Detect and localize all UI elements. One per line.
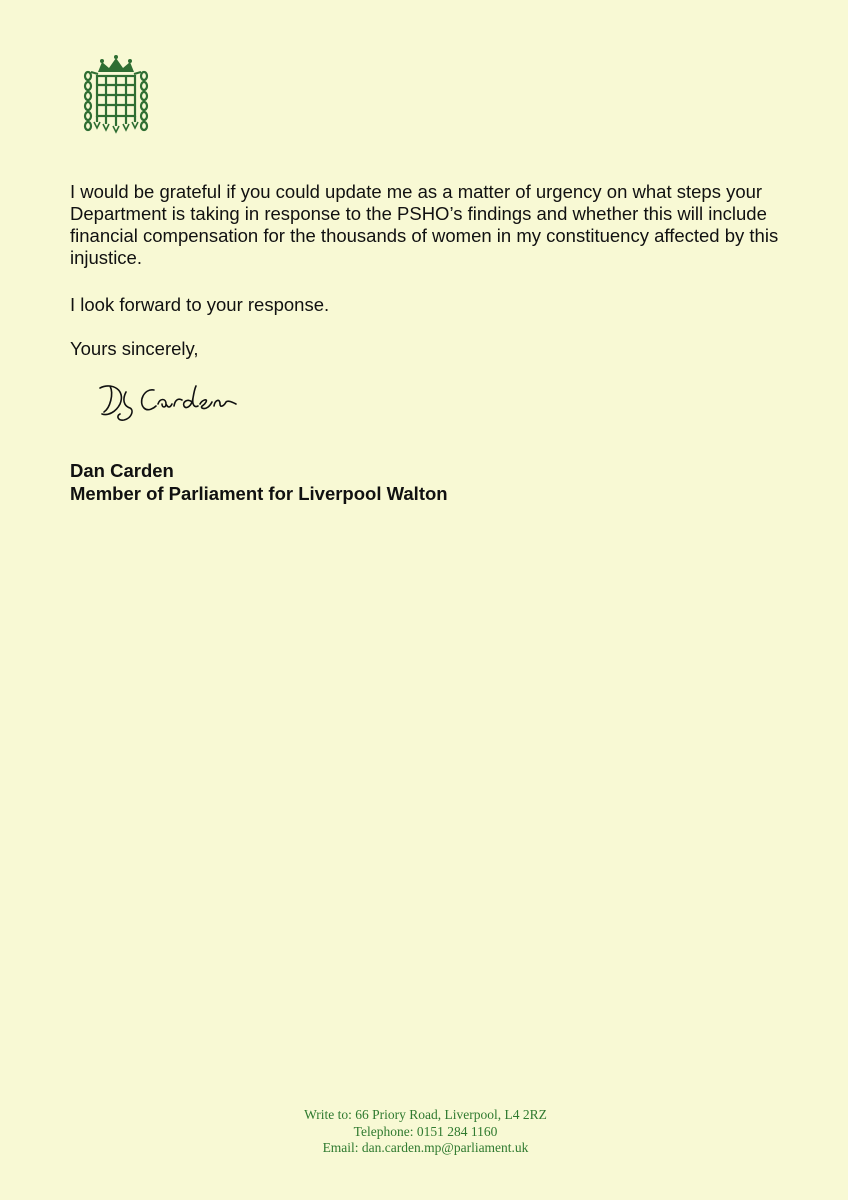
footer-address: Write to: 66 Priory Road, Liverpool, L4 2RZ <box>304 1107 547 1122</box>
footer-email: Email: dan.carden.mp@parliament.uk <box>322 1140 529 1155</box>
handwritten-signature <box>96 378 266 428</box>
footer-telephone: Telephone: 0151 284 1160 <box>353 1123 498 1139</box>
letter-paragraph-request: I would be grateful if you could update me as a matter of urgency on what steps your Department is taking in response to the PSHO’s findings and whether this will include financial compensation for the thousands of women in my constituency affected by this injustice. <box>70 181 779 268</box>
signature-block <box>70 459 448 505</box>
letterhead-footer <box>0 1107 848 1157</box>
signatory-title: Member of Parliament for Liverpool Walton <box>70 483 448 504</box>
portcullis-crest-icon <box>80 54 152 134</box>
signatory-name: Dan Carden <box>70 460 174 481</box>
letter-body <box>70 181 790 360</box>
letter-salutation-closing: Yours sincerely, <box>70 338 199 359</box>
letter-paragraph-closing: I look forward to your response. <box>70 294 330 315</box>
